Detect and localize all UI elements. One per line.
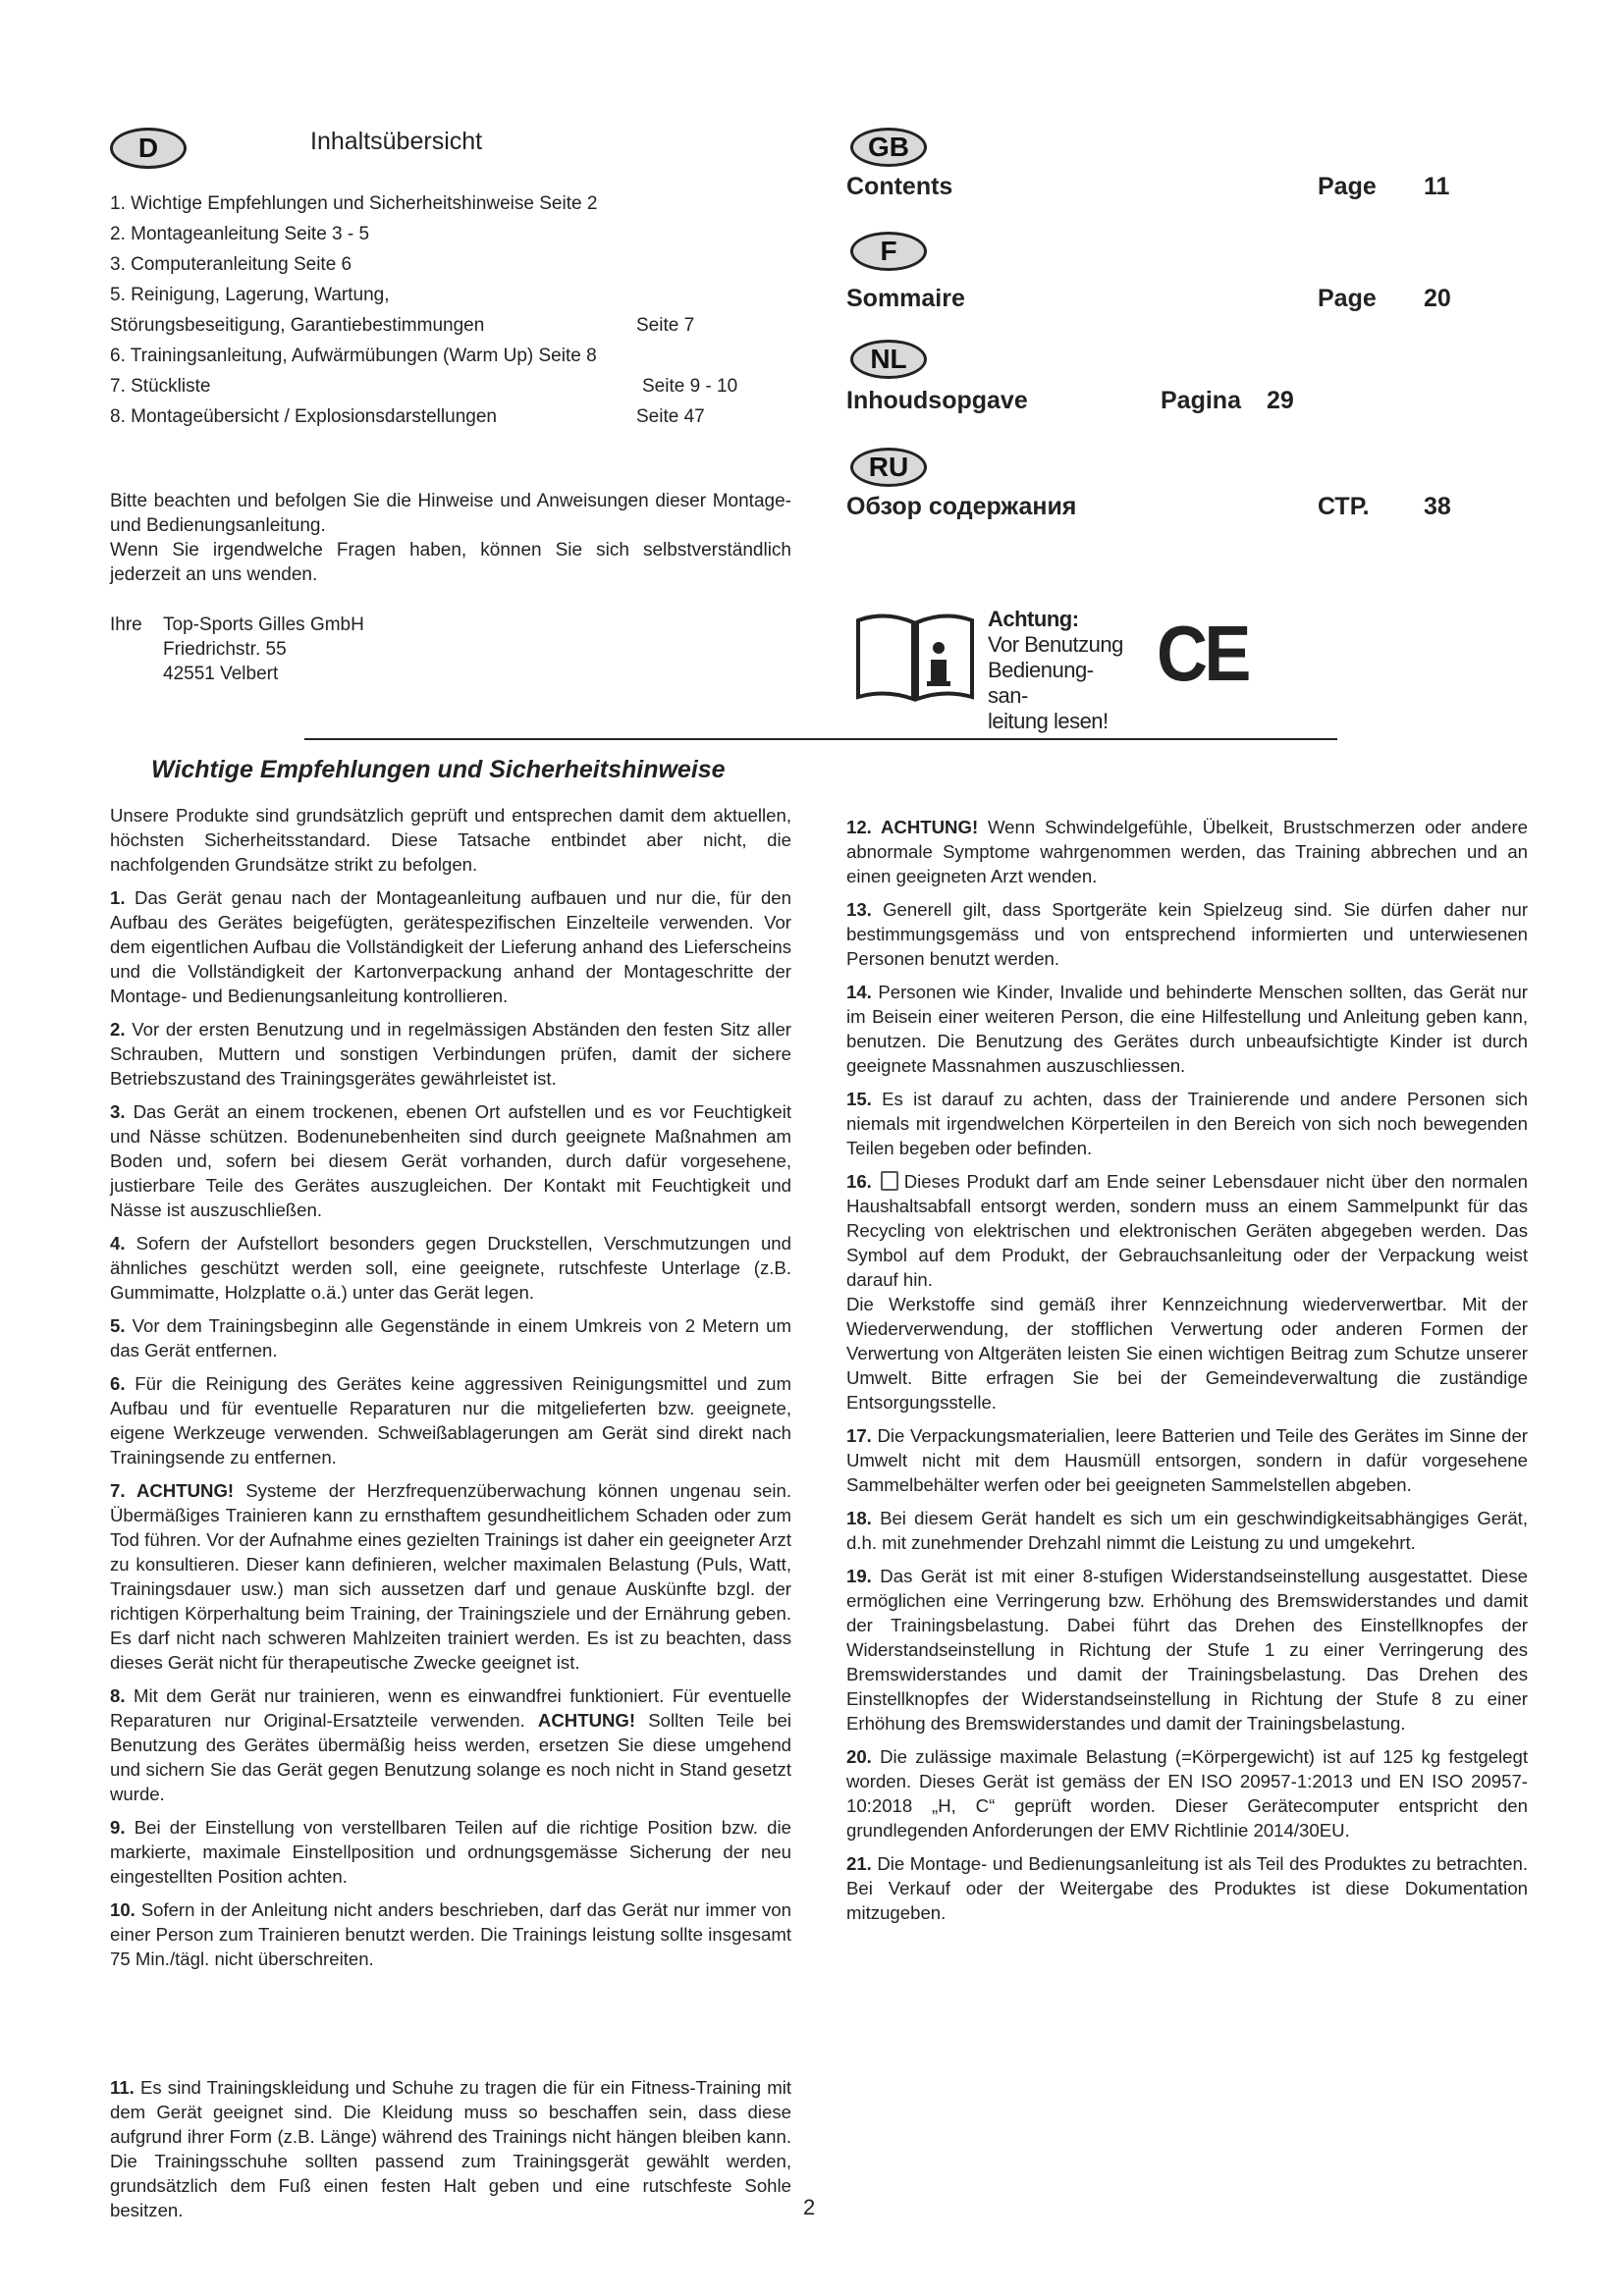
page-number: 2 [803,2195,816,2219]
company-city: 42551 Velbert [163,664,279,684]
language-badge-f: F [850,232,927,271]
safety-item-14: 14. Personen wie Kinder, Invalide und behinderte Menschen sollten, das Gerät nur im Beisein einer weiteren Person, die eine Hilfestellung und Anleitung geben kann, benutzen. Die Benutzung des Gerätes durch unbeaufsichtigte Kinder ist durch geeignete Massnahmen auszuschliessen. [846,982,1528,1076]
safety-item-13: 13. Generell gilt, dass Sportgeräte kein Spielzeug sind. Sie dürfen daher nur bestimmungsgemäss und von entsprechend informierten und unterwiesenen Personen benutzt werden. [846,899,1529,969]
toc-item: 7. Stückliste Seite 9 - 10 [110,371,778,401]
language-badge-de: D [110,128,187,169]
read-manual-icon [854,609,976,703]
contents-row-f: Sommaire Page 20 [846,285,1451,312]
toc-item: 3. Computeranleitung Seite 6 [110,254,352,275]
contents-row-gb: Contents Page 11 [846,173,1450,200]
section-divider [304,738,1337,740]
intro-text: Bitte beachten und befolgen Sie die Hinweise und Anweisungen dieser Montage- und Bedienungsanleitung. Wenn Sie irgendwelche Fragen haben, können Sie sich selbstverständlich jederzeit an uns wenden. [110,491,791,585]
safety-intro: Unsere Produkte sind grundsätzlich geprüft und entsprechen damit dem aktuellen, höchsten Sicherheitsstandard. Diese Tatsache entbindet aber nicht, die nachfolgenden Grundsätze strikt zu befolgen. [110,805,791,875]
safety-item-7: 7. ACHTUNG! Systeme der Herzfrequenzüberwachung können ungenau sein. Übermäßiges Trainieren kann zu ernsthaftem gesundheitlichem Schaden oder zum Tod führen. Vor der Aufnahme eines gezielten Trainings ist daher ein geeigneter Arzt zu konsultieren. Dieser kann definieren, welcher maximalen Belastung (Puls, Watt, Trainingsdauer usw.) man sich aussetzen darf und genaue Auskünfte bzgl. der richtigen Körperhaltung beim Training, der Trainingsziele und der Ernährung geben. Es darf nicht nach schweren Mahlzeiten trainiert werden. Es ist zu beachten, dass dieses Gerät nicht für therapeutische Zwecke geeignet ist. [110,1480,792,1673]
safety-item-21: 21. Die Montage- und Bedienungsanleitung ist als Teil des Produktes zu betrachten. Bei Verkauf oder der Weitergabe des Produktes ist diese Dokumentation mitzugeben. [846,1853,1528,1923]
safety-item-17: 17. Die Verpackungsmaterialien, leere Batterien und Teile des Gerätes im Sinne der Umwelt nicht mit dem Hausmüll entsorgen, sondern in dafür vorgesehene Sammelbehälter werfen oder bei geeigneten Sammelstellen abgeben. [846,1425,1528,1495]
language-badge-gb: GB [850,128,927,167]
safety-item-20: 20. Die zulässige maximale Belastung (=Körpergewicht) ist auf 125 kg festgelegt worden. Dieses Gerät ist gemäss der EN ISO 20957-1:2013 und EN ISO 20957-10:2018 „H, C“ geprüft worden. Dieser Gerätecomputer entspricht den grundlegenden Anforderungen der EMV Richtlinie 2014/30EU. [846,1746,1529,1841]
safety-column-left [110,803,791,1980]
toc-page: Seite 47 [636,406,705,427]
language-badge-ru: RU [850,448,927,487]
safety-item-1: 1. Das Gerät genau nach der Montageanleitung aufbauen und nur die, für den Aufbau des Gerätes beigefügten, gerätespezifischen Einzelteile verwenden. Vor dem eigentlichen Aufbau die Vollständigkeit der Lieferung anhand des Lieferscheins und die Vollständigkeit der Kartonverpackung anhand der Montageschritte der Montage- und Bedienungsanleitung kontrollieren. [110,887,791,1006]
safety-column-right: 12. ACHTUNG! Wenn Schwindelgefühle, Übelkeit, Brustschmerzen oder andere abnormale Symptome wahrgenommen werden, das Training abbrechen und an einen geeigneten Arzt wenden. 13. Generell gilt, dass Sportgeräte kein Spielzeug sind. Sie dürfen daher nur bestimmungsgemäss und von entsprechend informierten und unterwiesenen Personen benutzt werden. 14. Personen wie Kinder, Invalide und behinderte Menschen sollten, das Gerät nur im Beisein einer weiteren Person, die eine Hilfestellung und Anleitung geben kann, benutzen. Die Benutzung des Gerätes durch unbeaufsichtigte Kinder ist durch geeignete Massnahmen auszuschliessen. 15. Es ist darauf zu achten, dass der Trainierende und andere Personen sich niemals mit irgendwelchen Körperteilen in den Bereich von sich noch bewegenden Teilen begeben oder befinden. 16. Dieses Produkt darf am Ende seiner Lebensdauer nicht über den normalen Haushaltsabfall entsorgt werden, sondern muss an einem Sammelpunkt für das Recycling von elektrischen und elektronischen Geräten abgegeben werden. Das Symbol auf dem Produkt, der Gebrauchsanleitung oder der Verpackung weist darauf hin. Die Werkstoffe sind gemäß ihrer Kennzeichnung wiederverwertbar. Mit der Wiederverwendung, der stofflichen Verwertung oder anderen Formen der Verwertung von Altgeräten leisten Sie einen wichtigen Beitrag zum Schutze unserer Umwelt. Bitte erfragen Sie bei der Gemeindeverwaltung die zuständige Entsorgungsstelle. 17. Die Verpackungsmaterialien, leere Batterien und Teile des Gerätes im Sinne der Umwelt nicht mit dem Hausmüll entsorgen, sondern in dafür vorgesehene Sammelbehälter werfen oder bei geeigneten Sammelstellen abgeben. 18. Bei diesem Gerät handelt es sich um ein geschwindigkeitsabhängiges Gerät, d.h. mit zunehmender Drehzahl nimmt die Leistung zu und umgekehrt. 19. Das Gerät ist mit einer 8-stufigen Widerstandseinstellung ausgestattet. Diese ermöglichen eine Verringerung bzw. Erhöhung des Bremswiderstandes und damit der Trainingsbelastung. Dabei führt das Drehen des Einstellknopfes der Widerstandseinstellung in Richtung der Stufe 1 zu einer Verringerung des Bremswiderstandes und damit der Trainingsbelastung. Das Drehen des Einstellknopfes der Widerstandseinstellung in Richtung der Stufe 8 zu einer Erhöhung des Bremswiderstandes und damit der Trainingsbelastung. 20. Die zulässige maximale Belastung (=Körpergewicht) ist auf 125 kg festgelegt worden. Dieses Gerät ist gemäss der EN ISO 20957-1:2013 und EN ISO 20957-10:2018 „H, C“ geprüft worden. Dieser Gerätecomputer entspricht den grundlegenden Anforderungen der EMV Richtlinie 2014/30EU. 21. Die Montage- und Bedienungsanleitung ist als Teil des Produktes zu betrachten. Bei Verkauf oder der Weitergabe des Produktes ist diese Dokumentation mitzugeben. [846,817,1529,1923]
toc-page: Seite 9 - 10 [642,376,738,397]
safety-item-9: 9. Bei der Einstellung von verstellbaren Teilen auf die richtige Position bzw. die markierte, maximale Einstellposition und ordnungsgemässe Sicherung der neu eingestellten Position achten. [110,1817,791,1887]
toc-item: Störungsbeseitigung, Garantiebestimmungen Seite 7 [110,310,778,341]
safety-item-6: 6. Für die Reinigung des Gerätes keine aggressiven Reinigungsmittel und zum Aufbau und für eventuelle Reparaturen nur die mitgelieferten bzw. geeignete, eigene Werkzeuge verwenden. Schweißablagerungen am Gerät sind direkt nach Trainingsende zu entfernen. [110,1373,791,1468]
safety-item-3: 3. Das Gerät an einem trockenen, ebenen Ort aufstellen und es vor Feuchtigkeit und Nässe schützen. Bodenunebenheiten sind durch geeignete Maßnahmen am Boden und, sofern bei diesem Gerät vorhanden, durch dafür vorgesehene, justierbare Teile des Gerätes auszugleichen. Der Kontakt mit Feuchtigkeit und Nässe ist auszuschließen. [110,1101,791,1220]
safety-item-10: 10. Sofern in der Anleitung nicht anders beschrieben, darf das Gerät nur immer von einer Person zum Trainieren benutzt werden. Die Trainings leistung sollte insgesamt 75 Min./tägl. nicht überschreiten. [110,1899,791,1969]
safety-item-11-part: 11. Es sind Trainingskleidung und Schuhe zu tragen die für ein Fitness-Training mit dem Gerät geeignet sind. Die Kleidung muss so beschaffen sein, dass diese aufgrund ihrer Form (z.B. Länge) während des Trainings nicht hängen bleiben kann. Die Trainingsschuhe sollten passend zum Trainingsgerät gewählt werden, grundsätzlich dem Fuß einen festen Halt geben und eine rutschfeste Sohle besitzen. [110,2077,791,2220]
safety-heading: Wichtige Empfehlungen und Sicherheitshinweise [151,756,726,783]
safety-item-15: 15. Es ist darauf zu achten, dass der Trainierende und andere Personen sich niemals mit irgendwelchen Körperteilen in den Bereich von sich noch bewegenden Teilen begeben oder befinden. [846,1089,1528,1158]
company-address [110,613,364,684]
contents-row-nl: Inhoudsopgave Pagina 29 [846,387,1294,414]
toc-page: Seite 7 [636,315,695,336]
safety-item-2: 2. Vor der ersten Benutzung und in regelmässigen Abständen den festen Sitz aller Schrauben, Muttern und sonstigen Verbindungen prüfen, damit der sichere Betriebszustand des Trainingsgerätes gewährleistet ist. [110,1019,791,1089]
toc-item: 1. Wichtige Empfehlungen und Sicherheitshinweise Seite 2 [110,193,598,214]
safety-item-5: 5. Vor dem Trainingsbeginn alle Gegenstände in einem Umkreis von 2 Metern um das Gerät entfernen. [110,1315,791,1361]
ce-mark: CE [1157,610,1248,697]
safety-item-8: 8. Mit dem Gerät nur trainieren, wenn es einwandfrei funktioniert. Für eventuelle Reparaturen nur Original-Ersatzteile verwenden. ACHTUNG! Sollten Teile bei Benutzung des Gerätes übermäßig heiss werden, ersetzen Sie diese umgehend und sichern Sie das Gerät gegen Benutzung solange es noch nicht in Stand gesetzt wurde. [110,1685,792,1804]
safety-item-4: 4. Sofern der Aufstellort besonders gegen Druckstellen, Verschmutzungen und ähnliches geschützt werden soll, eine geeignete, rutschfeste Unterlage (z.B. Gummimatte, Holzplatte o.ä.) unter das Gerät legen. [110,1233,791,1303]
safety-item-12: 12. ACHTUNG! Wenn Schwindelgefühle, Übelkeit, Brustschmerzen oder andere abnormale Symptome wahrgenommen werden, das Training abbrechen und an einen geeigneten Arzt wenden. [846,817,1528,886]
toc-item: 2. Montageanleitung Seite 3 - 5 [110,224,370,244]
safety-item-16: 16. Dieses Produkt darf am Ende seiner Lebensdauer nicht über den normalen Haushaltsabfall entsorgt werden, sondern muss an einem Sammelpunkt für das Recycling von elektrischen und elektronischen Geräten abgegeben werden. Das Symbol auf dem Produkt, der Gebrauchsanleitung oder der Verpackung weist darauf hin. [846,1171,1528,1290]
toc-item: 6. Trainingsanleitung, Aufwärmübungen (Warm Up) Seite 8 [110,346,597,366]
weee-bin-icon [881,1171,898,1191]
contents-row-ru: Обзор содержания СТР. 38 [846,493,1451,520]
company-name: Top-Sports Gilles GmbH [163,614,364,635]
language-badge-nl: NL [850,340,927,379]
safety-item-18: 18. Bei diesem Gerät handelt es sich um ein geschwindigkeitsabhängiges Gerät, d.h. mit zunehmender Drehzahl nimmt die Leistung zu und umgekehrt. [846,1508,1528,1553]
toc-item: 5. Reinigung, Lagerung, Wartung, [110,285,390,305]
company-street: Friedrichstr. 55 [163,639,287,660]
toc-title: Inhaltsübersicht [310,128,483,155]
ihre-label: Ihre [110,614,142,635]
warning-text: Achtung: Vor Benutzung Bedienung- san- leitung lesen! [988,607,1123,733]
toc-list [110,188,778,432]
toc-item: 8. Montageübersicht / Explosionsdarstellungen Seite 47 [110,401,778,432]
safety-item-19: 19. Das Gerät ist mit einer 8-stufigen Widerstandseinstellung ausgestattet. Diese ermöglichen eine Verringerung bzw. Erhöhung des Bremswiderstandes und damit der Trainingsbelastung. Dabei führt das Drehen des Einstellknopfes der Widerstandseinstellung in Richtung der Stufe 1 zu einer Verringerung des Bremswiderstandes und damit der Trainingsbelastung. Das Drehen des Einstellknopfes der Widerstandseinstellung in Richtung der Stufe 8 zu einer Erhöhung des Bremswiderstandes und damit der Trainingsbelastung. [846,1566,1528,1734]
